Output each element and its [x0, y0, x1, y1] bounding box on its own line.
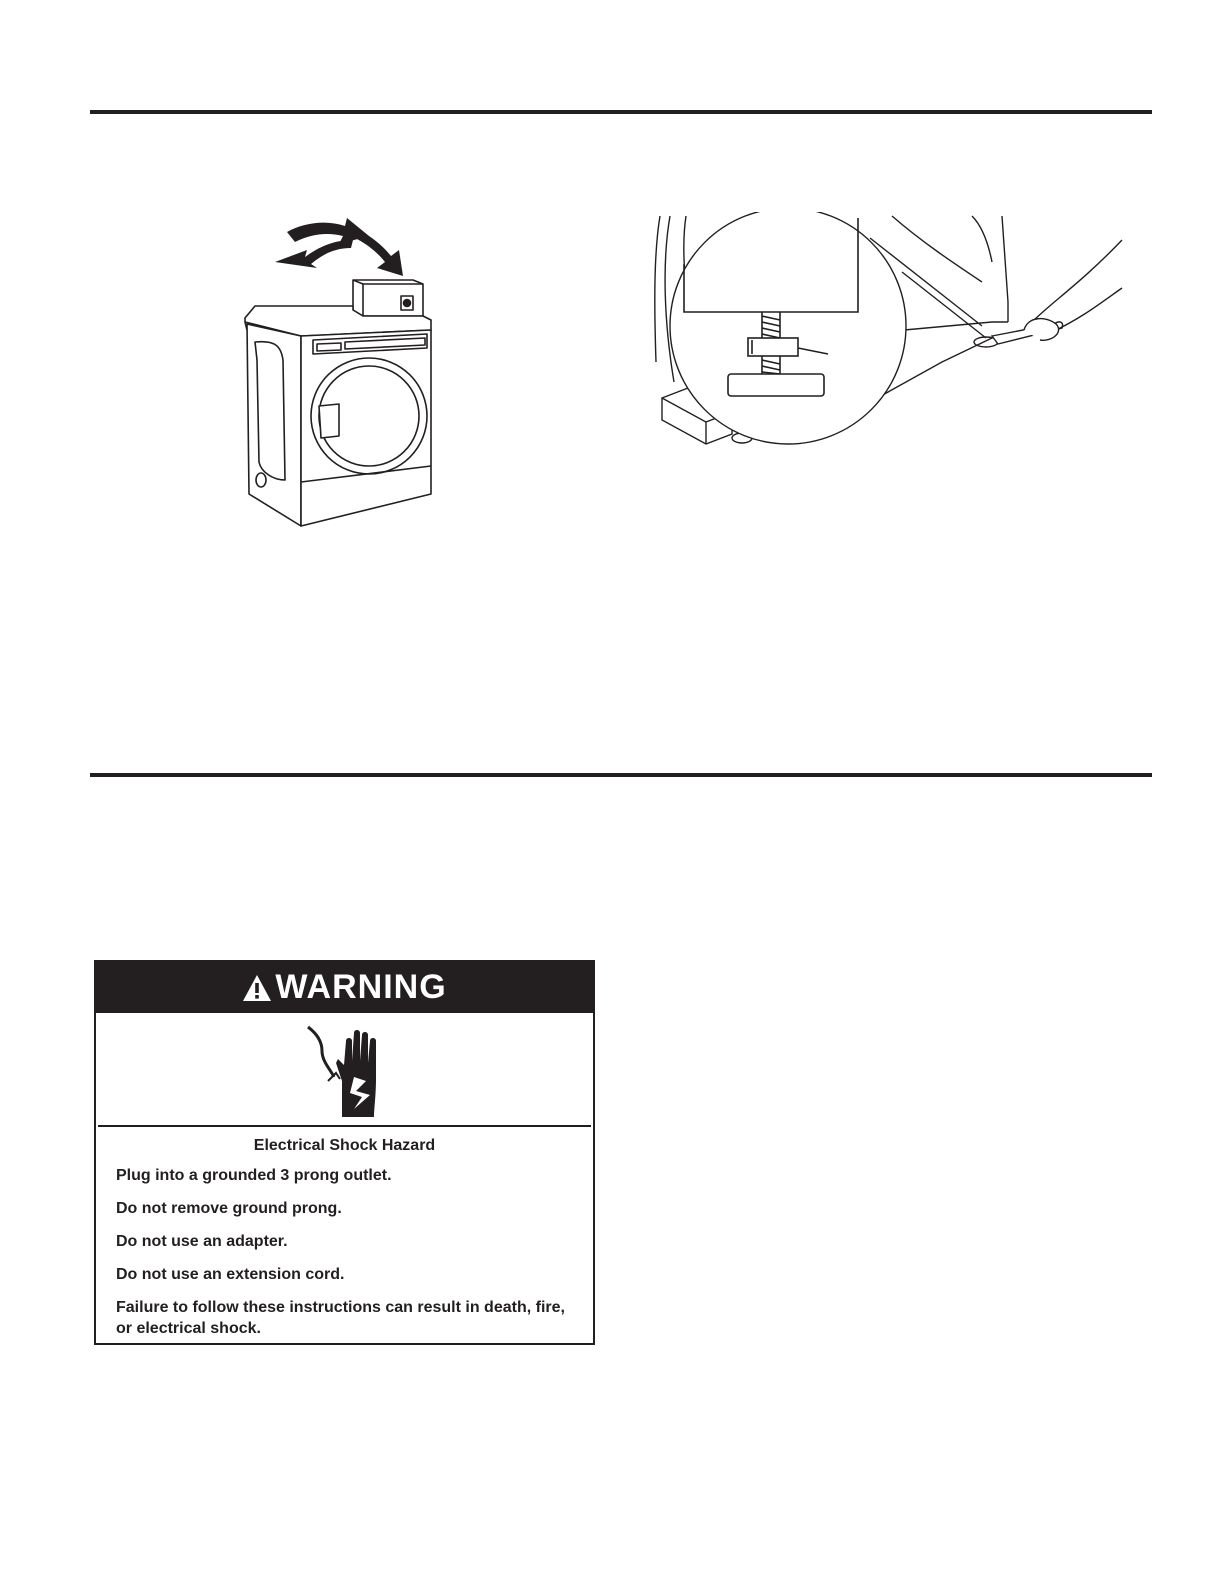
- warning-instruction: Plug into a grounded 3 prong outlet.: [116, 1167, 392, 1184]
- warning-pictogram-area: [98, 1013, 591, 1127]
- alert-triangle-icon: [242, 974, 272, 1002]
- warning-text: [96, 1127, 593, 1339]
- warning-label: [94, 960, 595, 1345]
- section-divider-middle: [90, 773, 1152, 777]
- warning-instruction: Do not use an extension cord.: [116, 1266, 345, 1283]
- rock-arrows-icon: [275, 218, 403, 276]
- warning-consequence: Failure to follow these instructions can result in death, fire, or electrical shock.: [116, 1299, 565, 1337]
- dryer-rocking-illustration: [235, 210, 450, 540]
- electrical-shock-hand-icon: [304, 1019, 386, 1119]
- hazard-title: Electrical Shock Hazard: [253, 1137, 436, 1154]
- leveling-foot-illustration: [652, 212, 1132, 460]
- warning-signal-word: WARNING: [275, 968, 447, 1006]
- section-divider-top: [90, 110, 1152, 114]
- warning-instruction: Do not use an adapter.: [116, 1233, 288, 1250]
- warning-header: [96, 962, 593, 1013]
- warning-instruction: Do not remove ground prong.: [116, 1200, 342, 1217]
